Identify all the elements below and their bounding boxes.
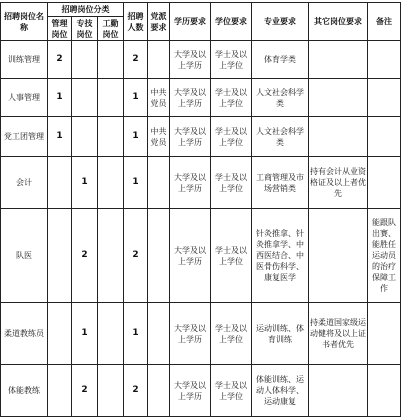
other-requirement xyxy=(309,117,368,157)
professional-count: 1 xyxy=(72,157,98,209)
major-requirement: 工商管理及市场营销类 xyxy=(252,157,309,209)
position-name: 会计 xyxy=(1,157,48,209)
hire-count: 1 xyxy=(124,79,148,117)
worker-count xyxy=(98,41,124,79)
header-row-top xyxy=(1,3,401,17)
professional-count: 2 xyxy=(72,209,98,303)
professional-count: 1 xyxy=(72,303,98,365)
remarks xyxy=(368,79,401,117)
table-row xyxy=(1,365,401,417)
worker-count xyxy=(98,209,124,303)
degree-requirement: 学士及以上学位 xyxy=(211,79,252,117)
other-requirement xyxy=(309,79,368,117)
hire-count: 1 xyxy=(124,303,148,365)
header-worker: 工勤岗位 xyxy=(98,17,124,41)
table-row xyxy=(1,157,401,209)
degree-requirement: 学士及以上学位 xyxy=(211,41,252,79)
worker-count xyxy=(98,117,124,157)
education-requirement: 大学及以上学历 xyxy=(170,41,211,79)
management-count: 1 xyxy=(48,117,72,157)
education-requirement: 大学及以上学历 xyxy=(170,157,211,209)
worker-count xyxy=(98,303,124,365)
other-requirement: 持柔道国家级运动健将及以上证书者优先 xyxy=(309,303,368,365)
education-requirement: 大学及以上学历 xyxy=(170,117,211,157)
remarks xyxy=(368,41,401,79)
management-count: 1 xyxy=(48,79,72,117)
education-requirement: 大学及以上学历 xyxy=(170,79,211,117)
party-requirement xyxy=(148,209,170,303)
party-requirement xyxy=(148,157,170,209)
hire-count: 1 xyxy=(124,157,148,209)
remarks: 能跟队出赛、能胜任运动员的治疗保障工作 xyxy=(368,209,401,303)
education-requirement: 大学及以上学历 xyxy=(170,209,211,303)
recruitment-table xyxy=(0,2,401,417)
professional-count: 2 xyxy=(72,365,98,417)
position-name: 体能教练 xyxy=(1,365,48,417)
degree-requirement: 学士及以上学位 xyxy=(211,303,252,365)
header-other: 其它岗位要求 xyxy=(309,3,368,41)
education-requirement: 大学及以上学历 xyxy=(170,303,211,365)
table-row xyxy=(1,41,401,79)
major-requirement: 运动训练、体育训练 xyxy=(252,303,309,365)
professional-count xyxy=(72,41,98,79)
hire-count: 1 xyxy=(124,117,148,157)
table-row xyxy=(1,79,401,117)
hire-count: 2 xyxy=(124,41,148,79)
header-professional: 专技岗位 xyxy=(72,17,98,41)
remarks xyxy=(368,117,401,157)
party-requirement: 中共党员 xyxy=(148,117,170,157)
table-row xyxy=(1,209,401,303)
party-requirement xyxy=(148,303,170,365)
degree-requirement: 学士及以上学位 xyxy=(211,117,252,157)
header-management: 管理岗位 xyxy=(48,17,72,41)
hire-count: 2 xyxy=(124,209,148,303)
management-count xyxy=(48,303,72,365)
hire-count: 2 xyxy=(124,365,148,417)
header-party: 党派要求 xyxy=(148,3,170,41)
other-requirement xyxy=(309,209,368,303)
header-education: 学历要求 xyxy=(170,3,211,41)
major-requirement: 人文社会科学类 xyxy=(252,79,309,117)
table-row xyxy=(1,117,401,157)
remarks xyxy=(368,157,401,209)
professional-count xyxy=(72,79,98,117)
position-name: 党工团管理 xyxy=(1,117,48,157)
header-degree: 学位要求 xyxy=(211,3,252,41)
major-requirement: 体能训练、运动人体科学、运动康复 xyxy=(252,365,309,417)
other-requirement: 持有会计从业资格证及以上者优先 xyxy=(309,157,368,209)
degree-requirement: 学士及以上学位 xyxy=(211,365,252,417)
table-row xyxy=(1,303,401,365)
position-name: 训练管理 xyxy=(1,41,48,79)
management-count xyxy=(48,157,72,209)
professional-count xyxy=(72,117,98,157)
worker-count xyxy=(98,79,124,117)
remarks xyxy=(368,365,401,417)
other-requirement xyxy=(309,365,368,417)
management-count xyxy=(48,365,72,417)
party-requirement: 中共党员 xyxy=(148,79,170,117)
header-major: 专业要求 xyxy=(252,3,309,41)
degree-requirement: 学士及以上学位 xyxy=(211,157,252,209)
degree-requirement: 学士及以上学位 xyxy=(211,209,252,303)
major-requirement: 针灸推拿、针灸推拿学、中西医结合、中医骨伤科学、康复医学 xyxy=(252,209,309,303)
worker-count xyxy=(98,157,124,209)
major-requirement: 人文社会科学类 xyxy=(252,117,309,157)
party-requirement xyxy=(148,365,170,417)
party-requirement xyxy=(148,41,170,79)
position-name: 队医 xyxy=(1,209,48,303)
worker-count xyxy=(98,365,124,417)
position-name: 人事管理 xyxy=(1,79,48,117)
education-requirement: 大学及以上学历 xyxy=(170,365,211,417)
header-count: 招聘人数 xyxy=(124,3,148,41)
header-category: 招聘岗位分类 xyxy=(48,3,124,17)
header-position-name: 招聘岗位名称 xyxy=(1,3,48,41)
other-requirement xyxy=(309,41,368,79)
remarks xyxy=(368,303,401,365)
management-count xyxy=(48,209,72,303)
major-requirement: 体育学类 xyxy=(252,41,309,79)
position-name: 柔道教练员 xyxy=(1,303,48,365)
management-count: 2 xyxy=(48,41,72,79)
header-remarks: 备注 xyxy=(368,3,401,41)
